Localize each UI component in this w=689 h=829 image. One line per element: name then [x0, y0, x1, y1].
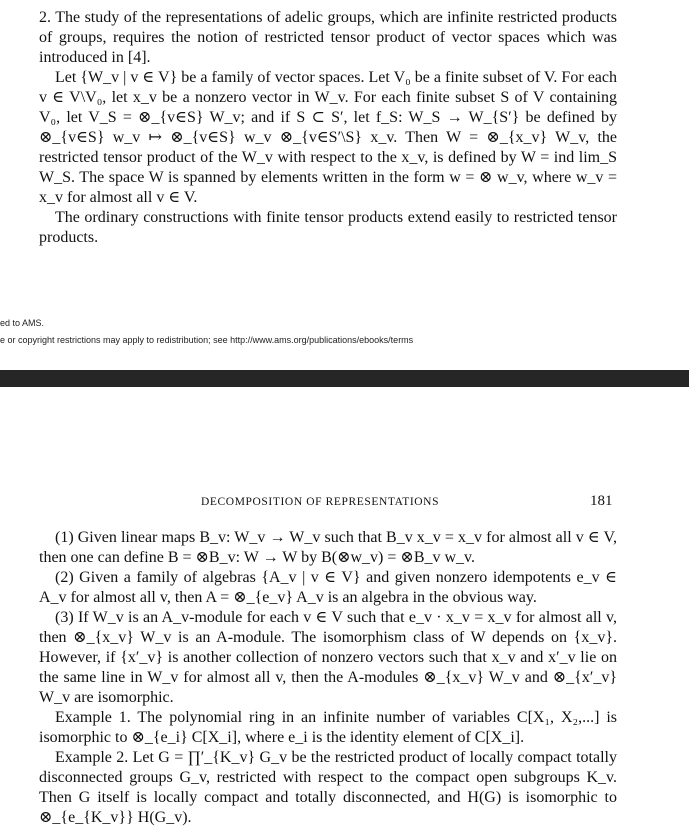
page-number: 181: [590, 493, 613, 509]
footer-copyright-line: e or copyright restrictions may apply to redistribution; see http://www.ams.org/publications/ebooks/terms: [0, 335, 414, 345]
paragraph-item-1: (1) Given linear maps B_v: W_v → W_v such that B_v x_v = x_v for almost all v ∈ V, then one can define B = ⊗B_v: W → W by B(⊗w_v) = ⊗B_v w_v.: [39, 529, 617, 566]
paragraph-example-2: Example 2. Let G = ∏′_{K_v} G_v be the restricted product of locally compact totally disconnected groups G_v, restricted with respect to the compact open subgroups K_v. Then G itself is locally compact and totally disconnected, and H(G) is isomorphic to ⊗_{e_{K_v}} H(G_v).: [39, 749, 617, 826]
paragraph-example-1: Example 1. The polynomial ring in an infinite number of variables C[X₁, X₂,...] is isomorphic to ⊗_{e_i} C[X_i], where e_i is the identity element of C[X_i].: [39, 709, 617, 746]
paragraph-ordinary-constructions: The ordinary constructions with finite tensor products extend easily to restricted tensor products.: [39, 209, 617, 246]
paragraph-item-2: (2) Given a family of algebras {A_v | v ∈ V} and given nonzero idempotents e_v ∈ A_v for almost all v, then A = ⊗_{e_v} A_v is an algebra in the obvious way.: [39, 569, 617, 606]
paragraph-section-2: 2. The study of the representations of adelic groups, which are infinite restricted products of groups, requires the notion of restricted tensor product of vector spaces which was introduced in [4].: [39, 9, 617, 66]
footer-licensed-line: ed to AMS.: [0, 318, 45, 328]
page-separator: [0, 370, 689, 387]
upper-page: [0, 0, 689, 370]
upper-page-text: [39, 8, 617, 248]
paragraph-item-3: (3) If W_v is an A_v-module for each v ∈ V such that e_v · x_v = x_v for almost all v, then ⊗_{x_v} W_v is an A-module. The isomorphism class of W depends on {x_v}. However, if {x′_v} is another collection of nonzero vectors such that x_v and x′_v lie on the same line in W_v for almost all v, then the A-modules ⊗_{x_v} W_v and ⊗_{x′_v} W_v are isomorphic.: [39, 609, 617, 706]
running-head: DECOMPOSITION OF REPRESENTATIONS: [201, 496, 440, 508]
lower-page-text: [39, 528, 617, 828]
paragraph-restricted-tensor-definition: Let {W_v | v ∈ V} be a family of vector spaces. Let V₀ be a finite subset of V. For each v ∈ V\V₀, let x_v be a nonzero vector in W_v. For each finite subset S of V containing V₀, let V_S = ⊗_{v∈S} W_v; and if S ⊂ S′, let f_S: W_S → W_{S′} be defined by ⊗_{v∈S} w_v ↦ ⊗_{v∈S} w_v ⊗_{v∈S′\S} x_v. Then W = ⊗_{x_v} W_v, the restricted tensor product of the W_v with respect to the x_v, is defined by W = ind lim_S W_S. The space W is spanned by elements written in the form w = ⊗ w_v, where w_v = x_v for almost all v ∈ V.: [39, 69, 617, 206]
